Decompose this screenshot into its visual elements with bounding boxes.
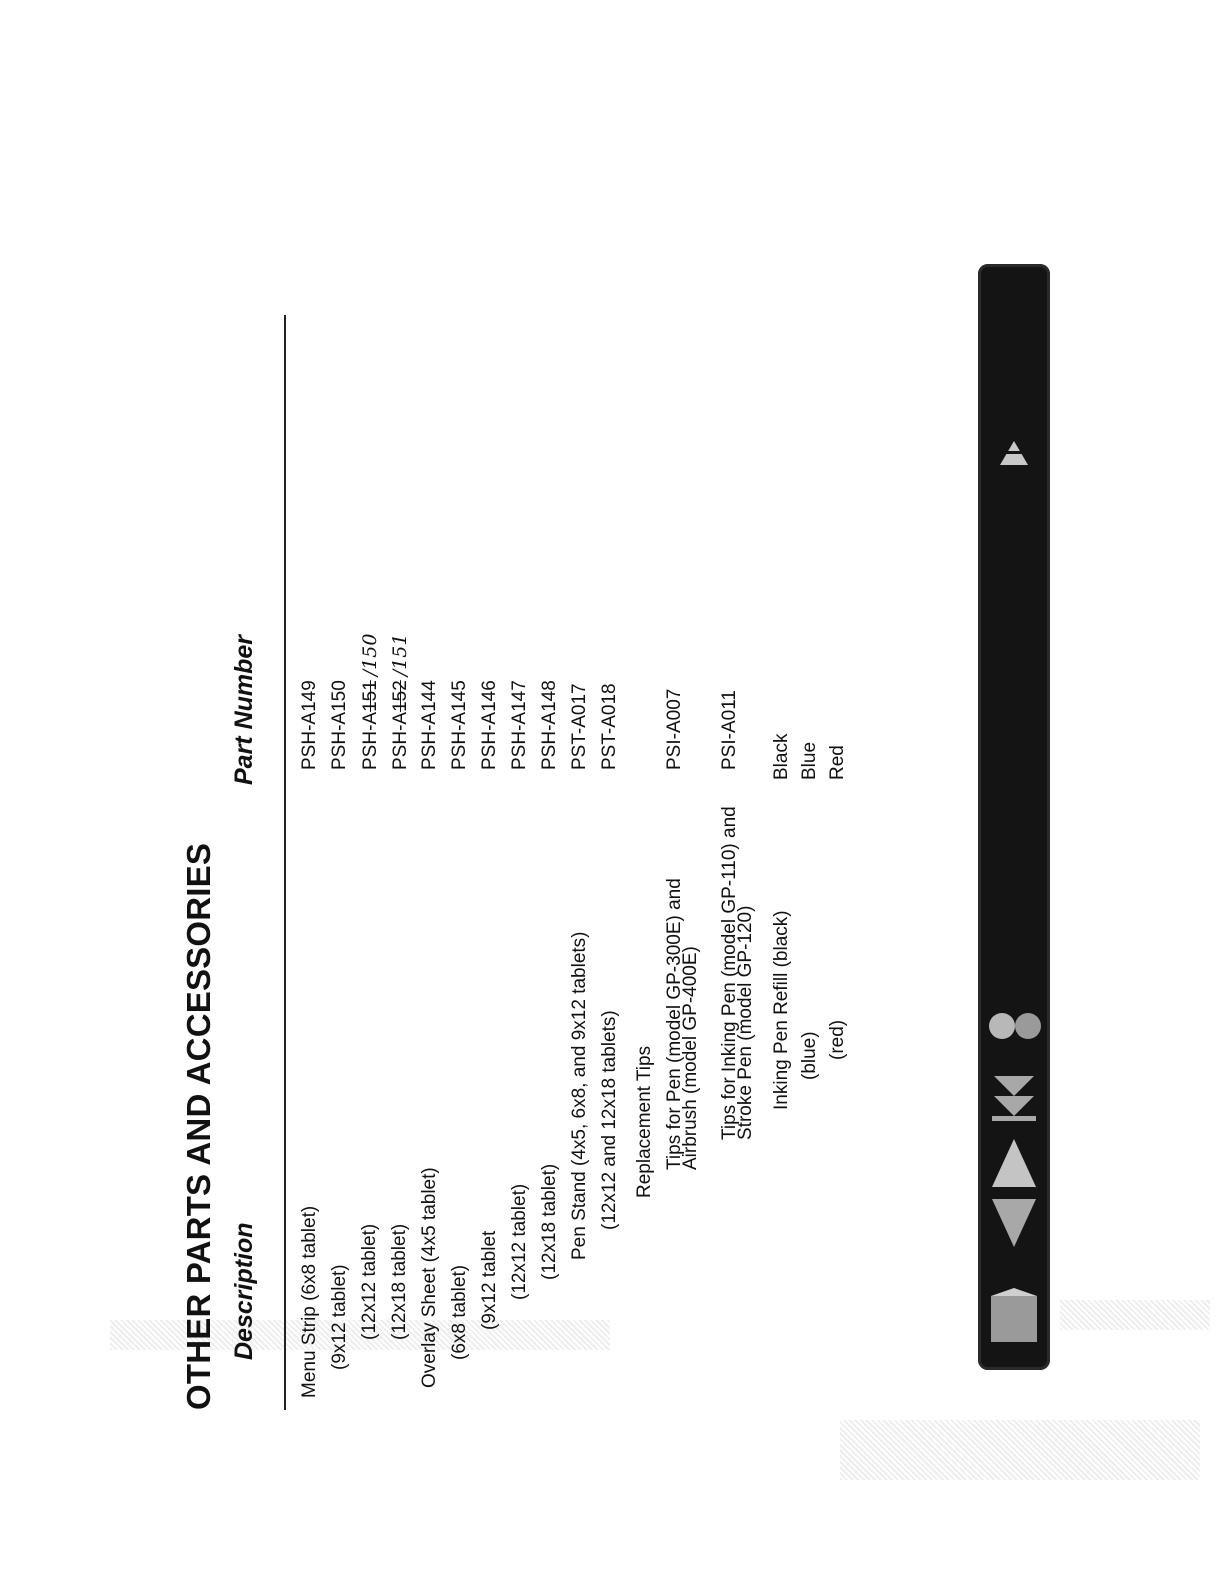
table-row bbox=[330, 310, 358, 1410]
row-part-number: PSH-A150 bbox=[329, 680, 350, 770]
table-row bbox=[772, 310, 800, 1410]
table-row bbox=[800, 310, 828, 1410]
row-part-number: Black bbox=[771, 733, 792, 780]
struck-part-suffix: 151 bbox=[360, 680, 381, 712]
part-prefix: PSH-A bbox=[360, 711, 381, 770]
row-description: (12x12 tablet) bbox=[359, 1223, 380, 1340]
table-row bbox=[420, 310, 448, 1410]
row-description: Inking Pen Refill (black) bbox=[771, 910, 792, 1110]
row-part-number: PST-A018 bbox=[599, 683, 620, 770]
row-description: (red) bbox=[827, 1019, 848, 1060]
row-part-number: Red bbox=[827, 745, 848, 780]
row-part-number: PSH-A145 bbox=[449, 680, 470, 770]
row-description: (blue) bbox=[799, 1031, 820, 1080]
previous-page-button[interactable] bbox=[978, 1194, 1050, 1252]
up-button[interactable] bbox=[978, 434, 1050, 474]
page-title: OTHER PARTS AND ACCESSORIES bbox=[180, 842, 217, 1410]
table-row bbox=[720, 310, 764, 1410]
row-description: Tips for Pen (model GP-300E) and bbox=[664, 878, 685, 1170]
row-description: (6x8 tablet) bbox=[449, 1264, 470, 1360]
home-icon bbox=[985, 1286, 1043, 1348]
row-description: Replacement Tips bbox=[634, 1045, 655, 1198]
table-row bbox=[300, 310, 328, 1410]
row-part-number: PSH-A148 bbox=[539, 680, 560, 770]
table-row bbox=[570, 310, 598, 1410]
row-description: Overlay Sheet (4x5 tablet) bbox=[419, 1167, 440, 1388]
row-part-number: PST-A017 bbox=[569, 683, 590, 770]
row-part-number bbox=[360, 634, 381, 770]
handwritten-correction: /150 bbox=[359, 633, 381, 677]
table-row bbox=[600, 310, 628, 1410]
table-row bbox=[480, 310, 508, 1410]
table-row bbox=[635, 310, 663, 1410]
struck-part-suffix: 152 bbox=[390, 680, 411, 712]
row-part-number: PSH-A147 bbox=[509, 680, 530, 770]
row-part-number: PSI-A011 bbox=[719, 690, 740, 770]
up-arrow-icon bbox=[994, 437, 1034, 471]
header-rule bbox=[284, 315, 286, 1410]
table-row bbox=[665, 310, 709, 1410]
home-button[interactable] bbox=[978, 1282, 1050, 1352]
row-part-number: PSH-A149 bbox=[299, 680, 320, 770]
row-description: Menu Strip (6x8 tablet) bbox=[299, 1205, 320, 1398]
row-part-number: PSH-A144 bbox=[419, 680, 440, 770]
row-description: (12x18 tablet) bbox=[539, 1163, 560, 1280]
row-description: Tips for Inking Pen (model GP-110) and bbox=[719, 806, 740, 1140]
part-prefix: PSH-A bbox=[390, 711, 411, 770]
table-row bbox=[450, 310, 478, 1410]
row-description: (12x12 tablet) bbox=[509, 1183, 530, 1300]
next-page-icon bbox=[984, 1135, 1044, 1191]
row-description-line-2: Stroke Pen (model GP-120) bbox=[735, 905, 756, 1140]
table-row bbox=[360, 310, 388, 1410]
zoom-in-icon bbox=[984, 1006, 1044, 1046]
next-page-button[interactable] bbox=[978, 1134, 1050, 1192]
table-row bbox=[828, 310, 856, 1410]
row-part-number: PSI-A007 bbox=[664, 688, 685, 770]
description-column-header: Description bbox=[230, 1222, 258, 1360]
table-row bbox=[390, 310, 418, 1410]
table-row bbox=[540, 310, 568, 1410]
document-page bbox=[180, 230, 1060, 1410]
scan-noise bbox=[840, 1420, 1200, 1480]
handwritten-correction: /151 bbox=[389, 633, 411, 677]
row-description: Pen Stand (4x5, 6x8, and 9x12 tablets) bbox=[569, 931, 590, 1260]
row-description: (9x12 tablet bbox=[479, 1230, 500, 1330]
row-description: (12x18 tablet) bbox=[389, 1223, 410, 1340]
row-part-number bbox=[390, 634, 411, 770]
row-description: (9x12 tablet) bbox=[329, 1264, 350, 1370]
back-to-start-icon bbox=[984, 1066, 1044, 1126]
table-row bbox=[510, 310, 538, 1410]
part-number-column-header: Part Number bbox=[230, 634, 258, 785]
row-description: (12x12 and 12x18 tablets) bbox=[599, 1010, 620, 1230]
back-to-start-button[interactable] bbox=[978, 1064, 1050, 1128]
row-part-number: Blue bbox=[799, 741, 820, 780]
previous-page-icon bbox=[984, 1195, 1044, 1251]
zoom-in-button[interactable] bbox=[978, 1004, 1050, 1048]
row-description-line-2: Airbrush (model GP-400E) bbox=[680, 946, 701, 1170]
scan-noise bbox=[1060, 1300, 1210, 1330]
row-part-number: PSH-A146 bbox=[479, 680, 500, 770]
viewer-toolbar bbox=[978, 264, 1050, 1370]
